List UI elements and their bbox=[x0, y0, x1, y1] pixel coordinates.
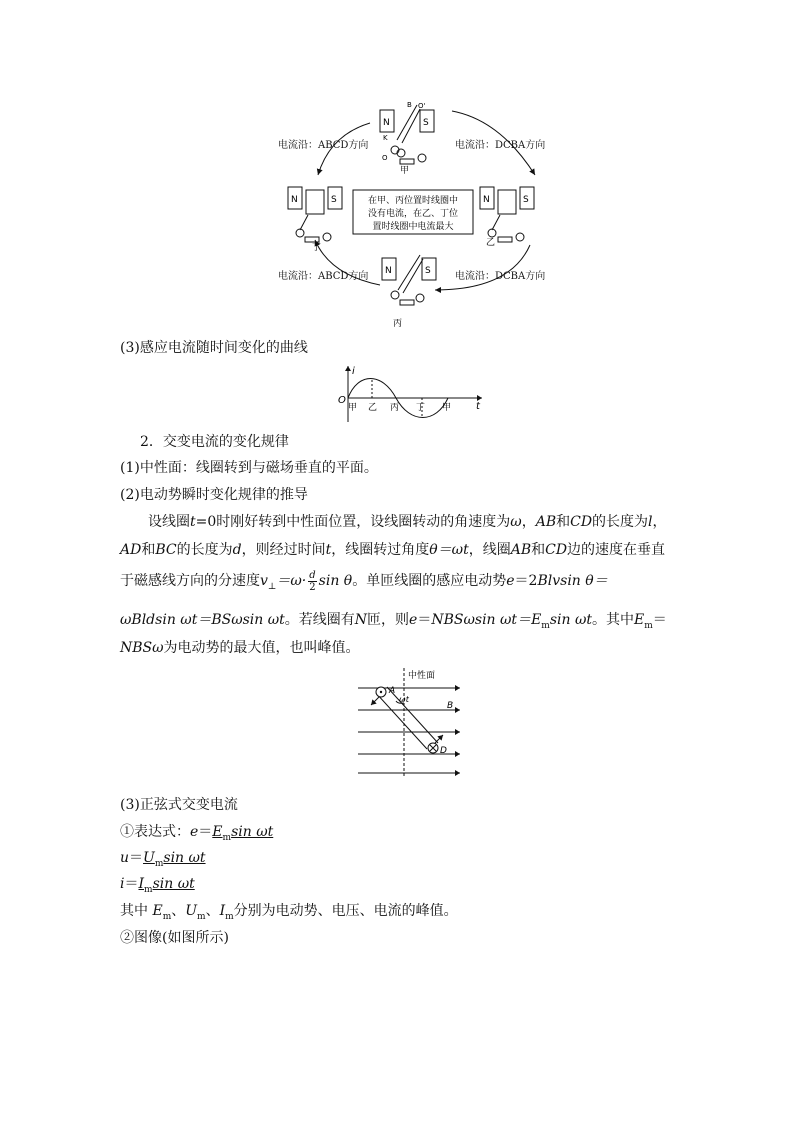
svg-text:N: N bbox=[383, 118, 390, 128]
d2e: d bbox=[232, 542, 242, 558]
label-a: A bbox=[389, 686, 396, 696]
expr-i-I: I bbox=[138, 876, 145, 892]
svg-text:S: S bbox=[523, 195, 529, 205]
current-curve-svg bbox=[330, 362, 490, 424]
d1a: 设线圈 bbox=[148, 514, 190, 530]
tick-jia-2: 甲 bbox=[442, 403, 452, 413]
svg-text:S: S bbox=[423, 118, 429, 128]
peak-a: 其中 bbox=[120, 903, 148, 919]
flow-label-top-right: 电流沿：DCBA方向 bbox=[455, 140, 546, 151]
d1g: 和 bbox=[556, 514, 571, 530]
d4g: 匝，则 bbox=[367, 612, 410, 628]
expr-e-sin: sin ωt bbox=[231, 824, 274, 840]
d3e: sin θ bbox=[318, 573, 353, 589]
d3b: v bbox=[260, 573, 268, 589]
velocity-arrow-a bbox=[371, 697, 379, 705]
d1e: ， bbox=[521, 514, 536, 530]
curve-heading: (3)感应电流随时间变化的曲线 bbox=[120, 340, 308, 356]
label-bing: 丙 bbox=[393, 319, 403, 329]
expr-e-sub: m bbox=[222, 832, 232, 843]
d1i: 的长度为 bbox=[592, 514, 649, 530]
graph-note: ②图像(如图所示) bbox=[120, 930, 229, 946]
expr-label: ①表达式： bbox=[120, 824, 190, 840]
derivation-line-5 bbox=[120, 638, 360, 658]
frac-num: d bbox=[309, 569, 316, 581]
tick-ding: 丁 bbox=[416, 403, 426, 413]
peak-sep-1: 、 bbox=[171, 903, 186, 919]
derivation-line-3 bbox=[120, 568, 608, 600]
peak-I-sub: m bbox=[225, 911, 234, 922]
d1k: ， bbox=[652, 514, 667, 530]
label-neutral-plane: 中性面 bbox=[408, 671, 436, 681]
d2a: AD bbox=[120, 542, 142, 558]
d3h: ＝2 bbox=[514, 573, 538, 589]
d1c: =0时刚好转到中性面位置，设线圈转动的角速度为 bbox=[195, 514, 511, 530]
expr-u-var: u bbox=[120, 850, 130, 866]
expr-u-sub: m bbox=[154, 858, 164, 869]
d1d: ω bbox=[510, 514, 522, 530]
peak-U: U bbox=[185, 903, 198, 919]
d2d: 的长度为 bbox=[176, 542, 233, 558]
d2m: CD bbox=[545, 542, 568, 558]
d4r: ＝ bbox=[652, 612, 667, 628]
svg-text:S: S bbox=[331, 195, 337, 205]
expr-e-eq: ＝ bbox=[198, 824, 213, 840]
generator-jia bbox=[380, 101, 434, 176]
label-b: B bbox=[447, 701, 454, 711]
fraction-d-over-2 bbox=[308, 570, 316, 593]
svg-text:B: B bbox=[407, 101, 412, 109]
generator-yi bbox=[480, 187, 534, 248]
label-omega-t: ωt bbox=[399, 695, 409, 704]
flow-label-bottom-left: 电流沿：ABCD方向 bbox=[278, 271, 369, 282]
expr-u-eq: ＝ bbox=[129, 850, 144, 866]
d2j: ，线圈 bbox=[468, 542, 511, 558]
d3c: ⊥ bbox=[267, 581, 277, 592]
neutral-plane-def: (1)中性面：线圈转到与磁场垂直的平面。 bbox=[120, 460, 378, 476]
label-d: D bbox=[440, 746, 447, 756]
d2c: BC bbox=[155, 542, 177, 558]
d2n: 边的速度在垂直 bbox=[567, 542, 666, 558]
d3a: 于磁感线方向的分速度 bbox=[120, 573, 260, 589]
d4d: sin ωt bbox=[242, 612, 285, 628]
svg-text:N: N bbox=[291, 195, 298, 205]
d4q: m bbox=[644, 620, 653, 631]
peak-E: E bbox=[152, 903, 163, 919]
d1b: t bbox=[190, 514, 196, 530]
d4b: sin ωt＝ bbox=[155, 612, 212, 628]
label-ding: 丁 bbox=[312, 243, 322, 253]
center-note-line-2: 没有电流，在乙、丁位 bbox=[367, 209, 459, 219]
flow-label-bottom-right: 电流沿：DCBA方向 bbox=[455, 271, 546, 282]
d4o: 。其中 bbox=[592, 612, 635, 628]
expr-i-eq: ＝ bbox=[124, 876, 139, 892]
expr-u-U: U bbox=[143, 850, 155, 866]
svg-text:O: O bbox=[382, 154, 388, 162]
center-note-line-1: 在甲、丙位置时线圈中 bbox=[367, 196, 459, 206]
d2f: ，则经过时间 bbox=[241, 542, 326, 558]
d1f: AB bbox=[535, 514, 557, 530]
generator-ding bbox=[288, 187, 342, 253]
d1j: l bbox=[648, 514, 653, 530]
tick-bing: 丙 bbox=[390, 403, 400, 413]
svg-text:N: N bbox=[385, 266, 392, 276]
d4h: e bbox=[409, 612, 418, 628]
d4k: sin ωt＝ bbox=[474, 612, 532, 628]
d2b: 和 bbox=[141, 542, 156, 558]
tick-yi: 乙 bbox=[368, 403, 378, 413]
d2l: 和 bbox=[531, 542, 546, 558]
flow-label-top-left: 电流沿：ABCD方向 bbox=[278, 140, 369, 151]
peak-I: I bbox=[219, 903, 226, 919]
wire-out-dot bbox=[380, 691, 382, 693]
d4i: ＝ bbox=[417, 612, 432, 628]
axis-y-label: i bbox=[352, 366, 355, 377]
expr-e bbox=[120, 822, 273, 848]
velocity-arrow-d bbox=[435, 735, 443, 743]
d3g: e bbox=[506, 573, 515, 589]
rotation-cycle-svg bbox=[270, 95, 600, 335]
generator-bing bbox=[382, 255, 436, 329]
d2i: θ＝ωt bbox=[429, 542, 469, 558]
svg-text:S: S bbox=[425, 266, 431, 276]
d4a: ωBld bbox=[120, 612, 156, 628]
derivation-line-4 bbox=[120, 610, 667, 636]
expr-u-sin: sin ωt bbox=[163, 850, 206, 866]
d4n: sin ωt bbox=[549, 612, 593, 628]
d3d: ＝ω· bbox=[276, 573, 307, 589]
section-3-title: (3)正弦式交变电流 bbox=[120, 797, 238, 813]
rotation-cycle-diagram bbox=[270, 95, 600, 335]
expr-i-var: i bbox=[120, 876, 125, 892]
magnetic-field-diagram bbox=[355, 665, 465, 780]
d1h: CD bbox=[570, 514, 593, 530]
svg-text:O': O' bbox=[418, 102, 426, 110]
d5a: NBSω bbox=[120, 640, 164, 656]
derivation-line-2 bbox=[120, 540, 665, 560]
origin-label: O bbox=[338, 395, 346, 406]
d2g: t bbox=[325, 542, 332, 558]
expr-e-E: E bbox=[212, 824, 223, 840]
label-jia: 甲 bbox=[400, 166, 410, 176]
d3f: 。单匝线圈的感应电动势 bbox=[352, 573, 507, 589]
d2h: ，线圈转过角度 bbox=[331, 542, 430, 558]
d4m: m bbox=[541, 620, 550, 631]
d4j: NBSω bbox=[431, 612, 475, 628]
svg-text:N: N bbox=[483, 195, 490, 205]
label-yi: 乙 bbox=[486, 238, 496, 248]
d3j: sin θ＝ bbox=[560, 573, 608, 589]
tick-jia-1: 甲 bbox=[348, 403, 358, 413]
peak-b: 分别为电动势、电压、电流的峰值。 bbox=[233, 903, 458, 919]
peak-E-sub: m bbox=[162, 911, 172, 922]
d4f: N bbox=[354, 612, 368, 628]
d4l: E bbox=[531, 612, 542, 628]
d4p: E bbox=[634, 612, 645, 628]
field-svg bbox=[355, 665, 465, 780]
expr-e-var: e bbox=[190, 824, 199, 840]
peak-sep-2: 、 bbox=[205, 903, 220, 919]
d4c: BSω bbox=[211, 612, 243, 628]
expr-i-sub: m bbox=[144, 884, 153, 895]
expr-i-sin: sin ωt bbox=[152, 876, 195, 892]
expr-i bbox=[120, 874, 195, 900]
d4e: 。若线圈有 bbox=[284, 612, 355, 628]
expr-u bbox=[120, 848, 206, 874]
svg-text:K: K bbox=[383, 134, 388, 142]
d3i: Blv bbox=[537, 573, 561, 589]
d5b: 为电动势的最大值，也叫峰值。 bbox=[163, 640, 360, 656]
section-2-title: 2．交变电流的变化规律 bbox=[140, 434, 289, 450]
d2k: AB bbox=[510, 542, 532, 558]
frac-den: 2 bbox=[309, 581, 316, 593]
derivation-heading: (2)电动势瞬时变化规律的推导 bbox=[120, 487, 308, 503]
peak-U-sub: m bbox=[197, 911, 206, 922]
axis-x-label: t bbox=[476, 401, 480, 412]
derivation-line-1 bbox=[148, 512, 667, 532]
peak-values-note bbox=[120, 901, 458, 927]
center-note-line-3: 置时线圈中电流最大 bbox=[372, 222, 454, 232]
current-curve-figure bbox=[330, 362, 490, 424]
